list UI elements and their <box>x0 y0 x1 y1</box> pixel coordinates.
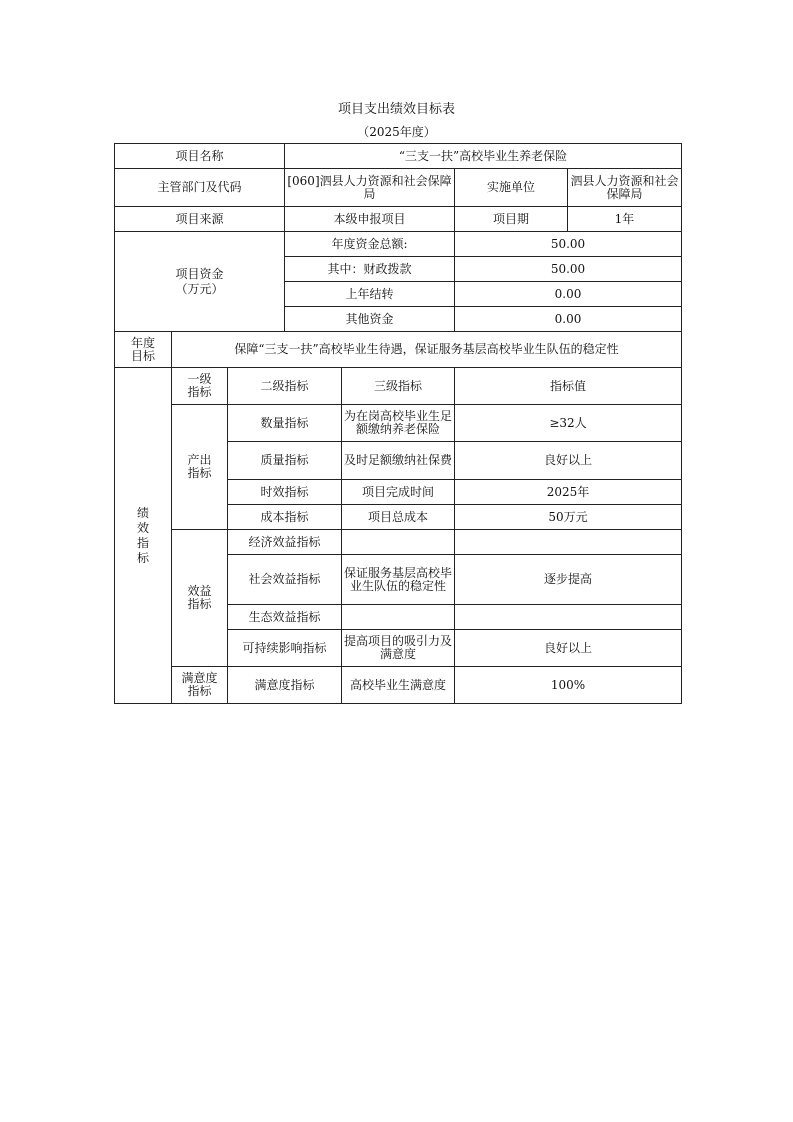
source-row <box>115 207 682 232</box>
indicator-value: ≥32人 <box>455 405 682 442</box>
document-title: 项目支出绩效目标表 <box>337 102 455 117</box>
funds-total-value: 50.00 <box>455 232 682 257</box>
indicator-level3: 项目完成时间 <box>342 480 455 505</box>
indicator-value: 良好以上 <box>455 442 682 480</box>
indicator-row-quantity <box>115 405 682 442</box>
header-level2: 二级指标 <box>228 368 342 405</box>
source-label: 项目来源 <box>115 207 285 232</box>
header-level3: 三级指标 <box>342 368 455 405</box>
indicator-level2: 时效指标 <box>228 480 342 505</box>
project-name-value: “三支一扶”高校毕业生养老保险 <box>285 144 682 169</box>
funds-other-label: 其他资金 <box>285 307 455 332</box>
project-name-label: 项目名称 <box>115 144 285 169</box>
indicator-level2: 质量指标 <box>228 442 342 480</box>
department-value: [060]泗县人力资源和社会保障局 <box>285 169 455 207</box>
department-label: 主管部门及代码 <box>115 169 285 207</box>
indicator-level3: 及时足额缴纳社保费 <box>342 442 455 480</box>
document-subtitle: （2025年度） <box>357 125 436 139</box>
indicator-level2: 可持续影响指标 <box>228 630 342 667</box>
period-value: 1年 <box>568 207 682 232</box>
indicator-level3 <box>342 605 455 630</box>
output-indicators-text: 产出指标 <box>187 453 212 480</box>
indicator-level3: 项目总成本 <box>342 505 455 530</box>
header-value: 指标值 <box>455 368 682 405</box>
department-row <box>115 169 682 207</box>
benefit-indicators-label <box>172 530 228 667</box>
implementing-unit-value: 泗县人力资源和社会保障局 <box>568 169 682 207</box>
funds-total-row <box>115 232 682 257</box>
indicator-level3: 为在岗高校毕业生足额缴纳养老保险 <box>342 405 455 442</box>
indicator-level3: 提高项目的吸引力及满意度 <box>342 630 455 667</box>
implementing-unit-label: 实施单位 <box>455 169 568 207</box>
indicator-value: 逐步提高 <box>455 555 682 605</box>
annual-goal-label-text: 年度目标 <box>130 335 155 363</box>
output-indicators-label <box>172 405 228 530</box>
indicator-level2: 满意度指标 <box>228 667 342 704</box>
project-name-row <box>115 144 682 169</box>
indicator-level2: 数量指标 <box>228 405 342 442</box>
indicator-level3: 保证服务基层高校毕业生队伍的稳定性 <box>342 555 455 605</box>
indicator-value: 2025年 <box>455 480 682 505</box>
indicator-level3 <box>342 530 455 555</box>
indicator-value: 100% <box>455 667 682 704</box>
header-level1-text: 一级指标 <box>187 372 212 399</box>
funds-carryover-value: 0.00 <box>455 282 682 307</box>
annual-goal-row <box>115 332 682 368</box>
funds-fiscal-label: 其中：财政拨款 <box>285 257 455 282</box>
indicator-header-row <box>115 368 682 405</box>
indicator-value <box>455 530 682 555</box>
indicator-row-satisfaction <box>115 667 682 704</box>
indicator-value: 50万元 <box>455 505 682 530</box>
funds-label-text: 项目资金（万元） <box>175 266 224 296</box>
header-level1 <box>172 368 228 405</box>
satisfaction-indicators-text: 满意度指标 <box>181 671 218 698</box>
satisfaction-indicators-label <box>172 667 228 704</box>
performance-indicators-text: 绩效指标 <box>136 505 149 565</box>
funds-carryover-label: 上年结转 <box>285 282 455 307</box>
indicator-value: 良好以上 <box>455 630 682 667</box>
period-label: 项目期 <box>455 207 568 232</box>
funds-other-value: 0.00 <box>455 307 682 332</box>
benefit-indicators-text: 效益指标 <box>187 584 212 611</box>
indicator-level2: 经济效益指标 <box>228 530 342 555</box>
indicator-level3: 高校毕业生满意度 <box>342 667 455 704</box>
indicator-level2: 生态效益指标 <box>228 605 342 630</box>
indicator-row-economic <box>115 530 682 555</box>
funds-fiscal-value: 50.00 <box>455 257 682 282</box>
indicator-level2: 社会效益指标 <box>228 555 342 605</box>
indicator-value <box>455 605 682 630</box>
annual-goal-label <box>115 332 172 368</box>
funds-total-label: 年度资金总额: <box>285 232 455 257</box>
performance-indicators-label <box>115 368 172 704</box>
annual-goal-text: 保障“三支一扶”高校毕业生待遇，保证服务基层高校毕业生队伍的稳定性 <box>172 332 682 368</box>
performance-target-table <box>114 143 682 704</box>
source-value: 本级申报项目 <box>285 207 455 232</box>
funds-label <box>115 232 285 332</box>
indicator-level2: 成本指标 <box>228 505 342 530</box>
